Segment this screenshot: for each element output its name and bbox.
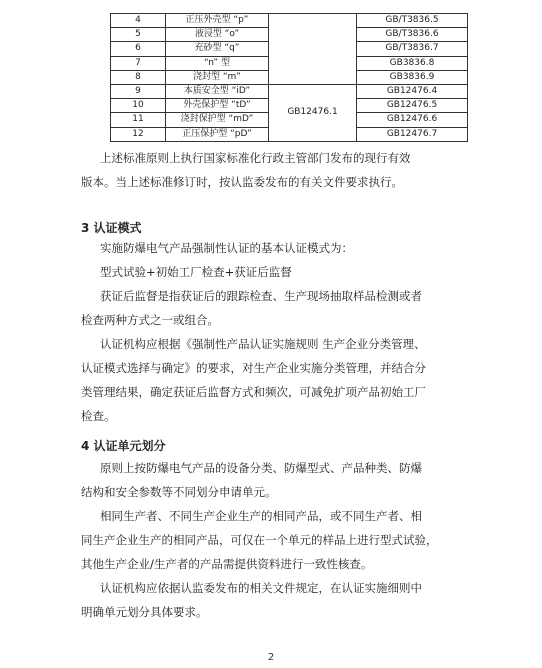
sec3-para2: 型式试验+初始工厂检查+获证后监督: [100, 265, 292, 279]
standard-number: GB12476.4: [357, 84, 468, 98]
standard-number: GB3836.8: [357, 56, 468, 70]
table-row: [111, 14, 468, 28]
standard-number: GB/T3836.5: [357, 14, 468, 28]
table-row: [111, 84, 468, 98]
standards-table: [110, 13, 468, 142]
row-number: 10: [111, 99, 166, 113]
row-number: 5: [111, 28, 166, 42]
sec3-para4-line1: 认证机构应根据《强制性产品认证实施规则 生产企业分类管理、: [100, 337, 426, 351]
section-4-heading: 4 认证单元划分: [81, 439, 166, 453]
sec4-para1-line1: 原则上按防爆电气产品的设备分类、防爆型式、产品种类、防爆: [100, 461, 422, 475]
sec3-para3-line1: 获证后监督是指获证后的跟踪检查、生产现场抽取样品检测或者: [100, 289, 422, 303]
standards-note-line2: 版本。当上述标准修订时，按认监委发布的有关文件要求执行。: [81, 175, 403, 189]
row-number: 11: [111, 113, 166, 127]
sec4-para2-line2: 同生产企业生产的相同产品，可仅在一个单元的样品上进行型式试验，: [81, 533, 438, 547]
row-number: 8: [111, 70, 166, 84]
standard-number: GB12476.6: [357, 113, 468, 127]
standard-number: GB/T3836.6: [357, 28, 468, 42]
sec4-para1-line2: 结构和安全参数等不同划分申请单元。: [81, 485, 277, 499]
row-number: 6: [111, 42, 166, 56]
row-number: 4: [111, 14, 166, 28]
explosion-protection-type: 液浸型 “o”: [166, 28, 269, 42]
sec3-para3-line2: 检查两种方式之一或组合。: [81, 313, 219, 327]
sec4-para2-line3: 其他生产企业/生产者的产品需提供资料进行一致性核查。: [81, 557, 373, 571]
empty-merged-cell: [269, 14, 357, 85]
sec3-para4-line3: 类管理结果，确定获证后监督方式和频次，可减免扩项产品初始工厂: [81, 385, 426, 399]
standard-number: GB12476.5: [357, 99, 468, 113]
sec3-para4-line2: 认证模式选择与确定》的要求，对生产企业实施分类管理，并结合分: [81, 361, 426, 375]
explosion-protection-type: “n” 型: [166, 56, 269, 70]
section-3-heading: 3 认证模式: [81, 221, 142, 235]
explosion-protection-type: 浇封保护型 “mD”: [166, 113, 269, 127]
row-number: 12: [111, 127, 166, 141]
explosion-protection-type: 外壳保护型 “tD”: [166, 99, 269, 113]
sec3-para4-line4: 检查。: [81, 409, 116, 423]
sec4-para2-line1: 相同生产者、不同生产企业生产的相同产品，或不同生产者、相: [100, 509, 422, 523]
explosion-protection-type: 充砂型 “q”: [166, 42, 269, 56]
standard-number: GB/T3836.7: [357, 42, 468, 56]
sec4-para3-line1: 认证机构应依据认监委发布的相关文件规定，在认证实施细则中: [100, 581, 422, 595]
standard-number: GB12476.7: [357, 127, 468, 141]
explosion-protection-type: 正压外壳型 “p”: [166, 14, 269, 28]
page-number: 2: [267, 652, 275, 663]
standards-note-line1: 上述标准原则上执行国家标准化行政主管部门发布的现行有效: [100, 151, 411, 165]
sec3-para1: 实施防爆电气产品强制性认证的基本认证模式为：: [100, 241, 353, 255]
explosion-protection-type: 浇封型 “m”: [166, 70, 269, 84]
explosion-protection-type: 本质安全型 “iD”: [166, 84, 269, 98]
merged-standard-cell: GB12476.1: [269, 84, 357, 141]
row-number: 9: [111, 84, 166, 98]
sec4-para3-line2: 明确单元划分具体要求。: [81, 605, 208, 619]
standard-number: GB3836.9: [357, 70, 468, 84]
row-number: 7: [111, 56, 166, 70]
explosion-protection-type: 正压保护型 “pD”: [166, 127, 269, 141]
